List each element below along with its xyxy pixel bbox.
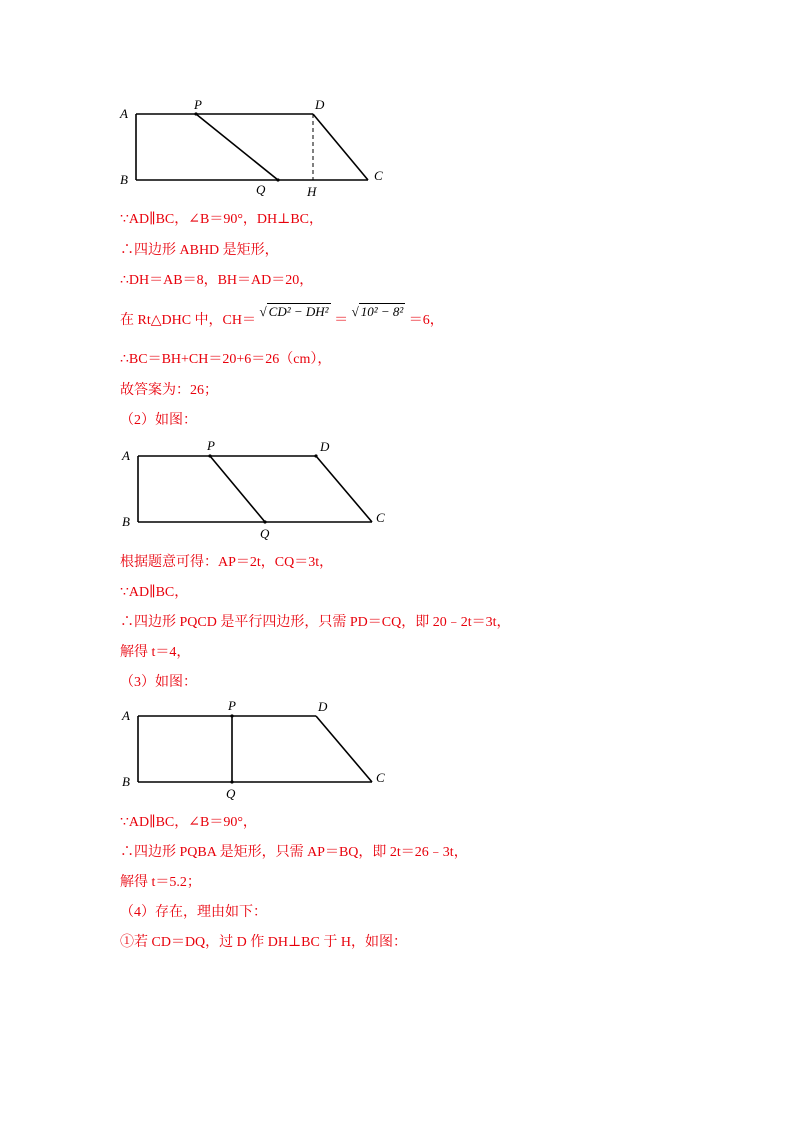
text-line-12: （3）如图： bbox=[120, 675, 197, 690]
figure-2 bbox=[110, 438, 410, 542]
label-A: A bbox=[122, 708, 130, 723]
text-line-16: （4）存在，理由如下： bbox=[120, 905, 267, 920]
text-line-13: ∵AD∥BC，∠B＝90°， bbox=[120, 815, 257, 830]
label-P: P bbox=[194, 97, 202, 112]
text-line-4-eq: ＝ bbox=[334, 313, 349, 328]
text-line-8: 根据题意可得：AP＝2t，CQ＝3t， bbox=[120, 555, 334, 570]
text-line-4: 在 Rt△DHC 中，CH＝ √ CD² − DH² ＝ √ 10² − 8² ＝6， bbox=[120, 304, 444, 328]
label-B: B bbox=[122, 774, 130, 789]
label-P: P bbox=[207, 438, 215, 453]
figure-3 bbox=[110, 698, 410, 802]
text-line-14: ∴四边形 PQBA 是矩形，只需 AP＝BQ，即 2t＝26﹣3t， bbox=[120, 845, 468, 860]
label-Q: Q bbox=[226, 786, 236, 801]
text-line-10: ∴四边形 PQCD 是平行四边形，只需 PD＝CQ，即 20﹣2t＝3t， bbox=[120, 615, 511, 630]
text-line-4-pre: 在 Rt△DHC 中，CH＝ bbox=[120, 313, 257, 328]
label-A: A bbox=[122, 448, 130, 463]
text-line-7: （2）如图： bbox=[120, 413, 197, 428]
label-D: D bbox=[320, 439, 330, 454]
label-B: B bbox=[122, 514, 130, 529]
text-line-11: 解得 t＝4， bbox=[120, 645, 191, 660]
label-C: C bbox=[376, 770, 385, 785]
label-D: D bbox=[315, 97, 325, 112]
label-B: B bbox=[120, 172, 128, 187]
text-line-2: ∴四边形 ABHD 是矩形， bbox=[120, 243, 279, 258]
label-Q: Q bbox=[256, 182, 266, 197]
text-line-6: 故答案为：26； bbox=[120, 383, 218, 398]
label-C: C bbox=[376, 510, 385, 525]
label-A: A bbox=[120, 106, 128, 121]
sqrt-expression-1: CD² − DH² bbox=[268, 304, 329, 319]
text-line-3: ∴DH＝AB＝8，BH＝AD＝20， bbox=[120, 273, 314, 288]
label-C: C bbox=[374, 168, 383, 183]
text-line-1: ∵AD∥BC，∠B＝90°，DH⊥BC， bbox=[120, 212, 323, 227]
label-H: H bbox=[307, 184, 317, 199]
label-P: P bbox=[228, 698, 236, 713]
label-Q: Q bbox=[260, 526, 270, 541]
text-line-17: ①若 CD＝DQ，过 D 作 DH⊥BC 于 H，如图： bbox=[120, 935, 407, 950]
figure-1 bbox=[110, 96, 400, 200]
text-line-4-post: ＝6， bbox=[408, 313, 444, 328]
text-line-5: ∴BC＝BH+CH＝20+6＝26（cm）， bbox=[120, 352, 332, 367]
text-line-9: ∵AD∥BC， bbox=[120, 585, 189, 600]
text-line-15: 解得 t＝5.2； bbox=[120, 875, 201, 890]
sqrt-expression-2: 10² − 8² bbox=[360, 304, 404, 319]
label-D: D bbox=[318, 699, 328, 714]
